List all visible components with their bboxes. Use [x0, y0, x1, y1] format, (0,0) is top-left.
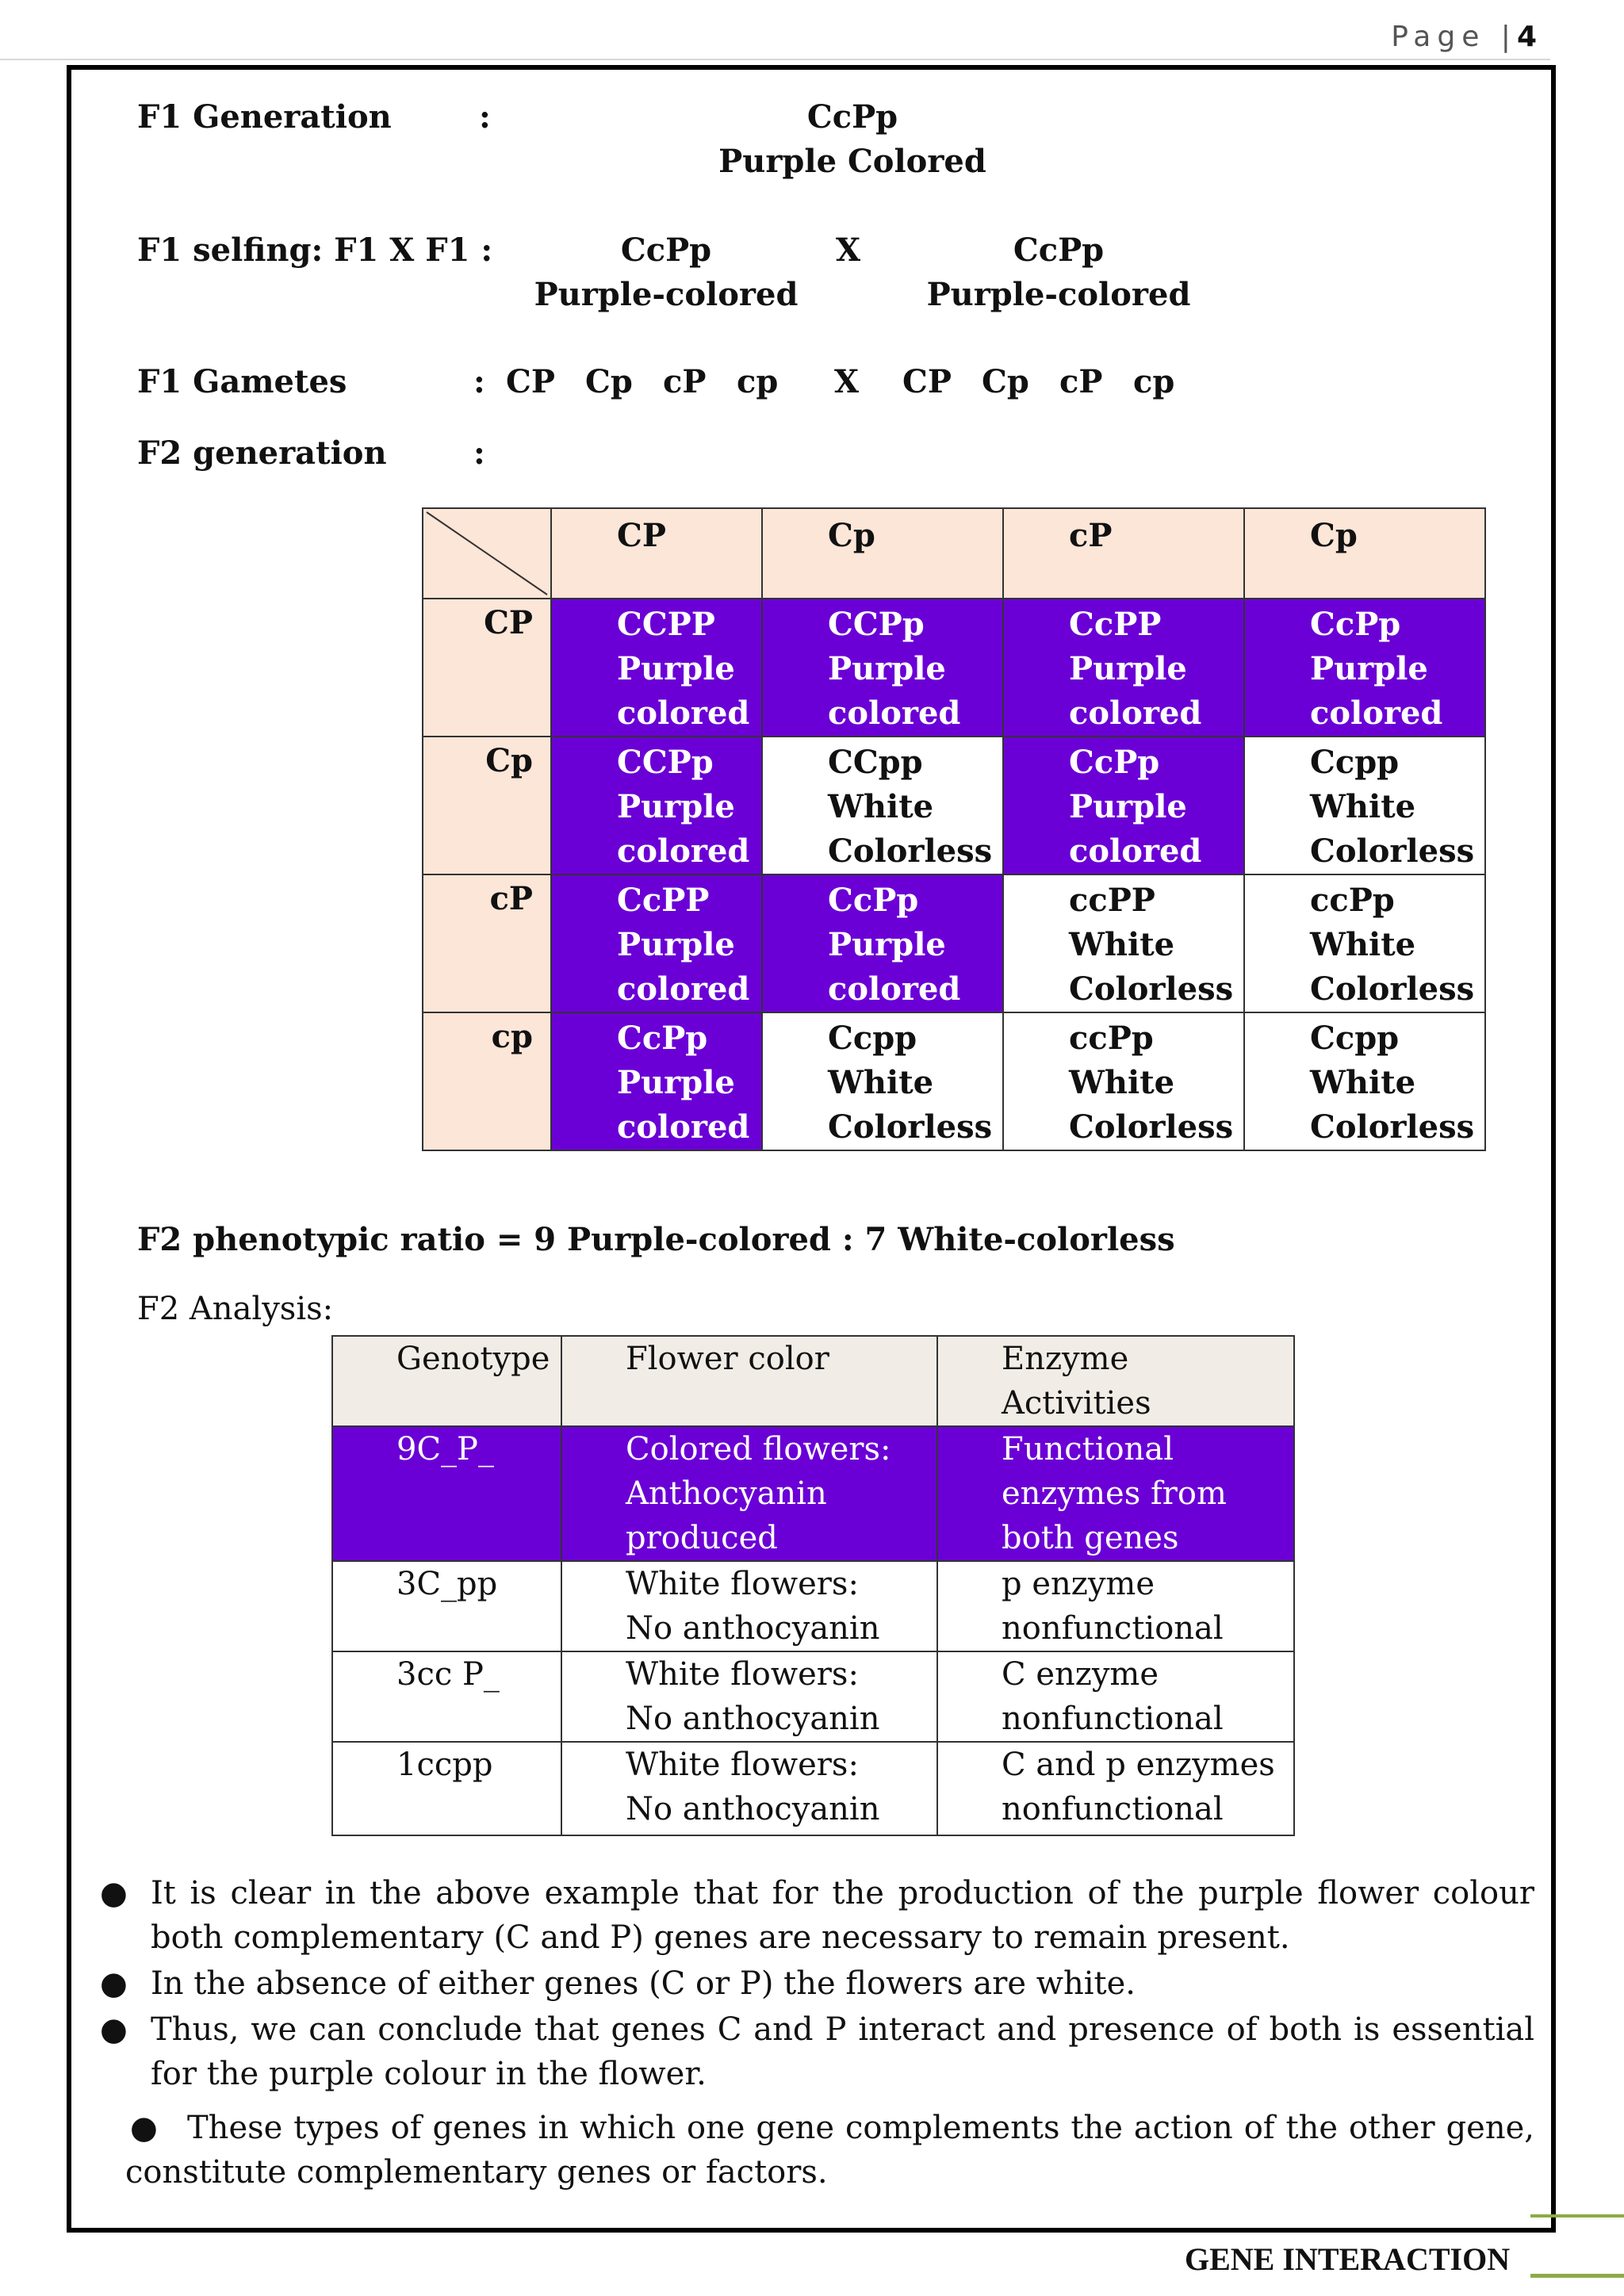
analysis-enzyme [937, 1742, 1294, 1835]
punnett-row-header: CP [423, 599, 551, 737]
analysis-flower-color [561, 1651, 937, 1742]
punnett-cell-line2: Purple [617, 650, 735, 687]
gamete-left-2: Cp [585, 363, 633, 400]
punnett-cell-line2: Purple [1069, 650, 1187, 687]
analysis-row [332, 1561, 1294, 1651]
punnett-cell [762, 599, 1003, 737]
punnett-cell-genotype: CcPp [828, 882, 919, 919]
punnett-cell [1244, 1012, 1485, 1150]
analysis-flower-color-line: No anthocyanin [626, 1610, 880, 1647]
bullet-icon: ● [130, 2110, 158, 2146]
analysis-enzyme-line: p enzyme [1002, 1566, 1155, 1602]
analysis-flower-color [561, 1742, 937, 1835]
analysis-header-flower-color: Flower color [561, 1336, 937, 1426]
gamete-left-4: cp [737, 363, 779, 400]
analysis-enzyme-line: C and p enzymes [1002, 1747, 1275, 1783]
diagonal-line-icon [423, 509, 550, 598]
punnett-col-header: cP [1003, 508, 1244, 599]
f1-gametes-colon: : [473, 363, 485, 400]
f2-analysis-title: F2 Analysis: [137, 1291, 334, 1327]
analysis-header-enzyme-line: Activities [1002, 1385, 1151, 1422]
punnett-cell-line2: Purple [617, 926, 735, 963]
bullet-icon: ● [100, 1965, 128, 2002]
bullet-text: In the absence of either genes (C or P) the flowers are white. [151, 1965, 1136, 2002]
parent1-genotype: CcPp [620, 232, 712, 269]
punnett-row-header: cp [423, 1012, 551, 1150]
punnett-cell-line2: White [828, 1064, 934, 1101]
analysis-header-row [332, 1336, 1294, 1426]
punnett-cell-line2: White [1069, 1064, 1175, 1101]
punnett-cell-line3: Colorless [1310, 970, 1475, 1008]
analysis-genotype: 3cc P_ [332, 1651, 561, 1742]
analysis-header-enzyme [937, 1336, 1294, 1426]
f1-phenotype: Purple Colored [718, 143, 986, 180]
analysis-enzyme-line: enzymes from [1002, 1475, 1227, 1512]
punnett-col-header: Cp [1244, 508, 1485, 599]
punnett-col-header: CP [551, 508, 762, 599]
analysis-enzyme-line: nonfunctional [1002, 1791, 1224, 1827]
bullet-item [95, 1961, 1534, 2006]
punnett-cell-line3: colored [617, 832, 750, 870]
punnett-cell-line3: Colorless [1310, 1108, 1475, 1146]
punnett-cell-genotype: Ccpp [1310, 1020, 1400, 1057]
analysis-row [332, 1742, 1294, 1835]
punnett-cell [1244, 737, 1485, 874]
gamete-right-1: CP [902, 363, 952, 400]
punnett-cell-genotype: CCPP [617, 606, 715, 643]
punnett-cell-line3: colored [617, 970, 750, 1008]
f1-gametes-label: F1 Gametes [137, 363, 347, 400]
punnett-cell-line3: colored [828, 970, 961, 1008]
punnett-cell-line2: Purple [617, 788, 735, 825]
punnett-header-row [423, 508, 1485, 599]
punnett-cell-line3: Colorless [1069, 970, 1234, 1008]
punnett-cell-line3: colored [828, 695, 961, 732]
punnett-square [422, 507, 1486, 1151]
bullet-item [95, 2007, 1534, 2096]
punnett-cell-line3: Colorless [828, 832, 993, 870]
f1-generation-label: F1 Generation [137, 98, 392, 136]
analysis-header-genotype: Genotype [332, 1336, 561, 1426]
punnett-cell-line3: colored [617, 1108, 750, 1146]
punnett-row [423, 737, 1485, 874]
punnett-cell [551, 737, 762, 874]
analysis-enzyme [937, 1651, 1294, 1742]
parent2-phenotype: Purple-colored [926, 276, 1191, 313]
punnett-row-header: Cp [423, 737, 551, 874]
analysis-enzyme [937, 1426, 1294, 1561]
bullet-item [95, 1871, 1534, 1960]
analysis-flower-color-line: Colored flowers: [626, 1431, 891, 1468]
punnett-cell [1003, 874, 1244, 1012]
punnett-cell-line3: Colorless [1069, 1108, 1234, 1146]
punnett-cell-genotype: Ccpp [828, 1020, 917, 1057]
analysis-flower-color-line: Anthocyanin [626, 1475, 827, 1512]
analysis-genotype: 1ccpp [332, 1742, 561, 1835]
punnett-cell-genotype: ccPp [1310, 882, 1395, 919]
punnett-cell-genotype: CcPp [617, 1020, 708, 1057]
analysis-flower-color-line: White flowers: [626, 1566, 859, 1602]
punnett-cell-genotype: CcPp [1069, 744, 1160, 781]
bullet-text: Thus, we can conclude that genes C and P interact and presence of both is essential for the purple colour in the flower. [151, 2011, 1534, 2092]
gamete-right-2: Cp [982, 363, 1029, 400]
bullet-icon: ● [100, 2011, 128, 2048]
punnett-cell-genotype: CcPp [1310, 606, 1401, 643]
punnett-corner [423, 508, 551, 599]
punnett-cell-line3: Colorless [828, 1108, 993, 1146]
punnett-cell-line2: Purple [617, 1064, 735, 1101]
punnett-cell-genotype: CcPP [617, 882, 710, 919]
punnett-cell-line2: White [1310, 788, 1416, 825]
f2-phenotypic-ratio: F2 phenotypic ratio = 9 Purple-colored : 7 White-colorless [137, 1221, 1175, 1258]
punnett-cell [1244, 599, 1485, 737]
punnett-cell [551, 874, 762, 1012]
punnett-row [423, 874, 1485, 1012]
f1-selfing-label: F1 selfing: F1 X F1 : [137, 232, 493, 269]
f2-analysis-table [331, 1335, 1295, 1836]
punnett-cell [1003, 1012, 1244, 1150]
punnett-cell-line2: Purple [828, 650, 946, 687]
punnett-col-header: Cp [762, 508, 1003, 599]
punnett-cell-line3: colored [1069, 695, 1202, 732]
analysis-flower-color-line: White flowers: [626, 1747, 859, 1783]
analysis-flower-color-line: produced [626, 1520, 778, 1556]
bullet-item-last [125, 2106, 1534, 2195]
punnett-cell-genotype: ccPp [1069, 1020, 1154, 1057]
analysis-enzyme [937, 1561, 1294, 1651]
punnett-cell [762, 1012, 1003, 1150]
analysis-flower-color [561, 1561, 937, 1651]
punnett-cell-genotype: CCPp [828, 606, 925, 643]
footer-rule-top [1530, 2214, 1624, 2218]
punnett-cell-genotype: CCPp [617, 744, 714, 781]
punnett-cell-genotype: Ccpp [1310, 744, 1400, 781]
parent2-genotype: CcPp [1013, 232, 1105, 269]
f2-generation-colon: : [473, 434, 485, 472]
analysis-enzyme-line: C enzyme [1002, 1656, 1159, 1693]
punnett-cell [551, 1012, 762, 1150]
analysis-enzyme-line: nonfunctional [1002, 1610, 1224, 1647]
analysis-enzyme-line: Functional [1002, 1431, 1174, 1468]
header-rule [0, 59, 1550, 60]
punnett-cell-line3: colored [1069, 832, 1202, 870]
punnett-cell [1244, 874, 1485, 1012]
gamete-left-1: CP [506, 363, 555, 400]
analysis-enzyme-line: nonfunctional [1002, 1701, 1224, 1737]
footer-title: GENE INTERACTION [1185, 2241, 1511, 2277]
punnett-cell-line3: colored [1310, 695, 1443, 732]
punnett-cell-line2: White [1310, 1064, 1416, 1101]
punnett-cell-line2: Purple [828, 926, 946, 963]
page-number: Page |4 [1391, 21, 1537, 53]
punnett-cell [762, 737, 1003, 874]
analysis-row [332, 1426, 1294, 1561]
punnett-cell-line2: Purple [1069, 788, 1187, 825]
analysis-genotype: 9C_P_ [332, 1426, 561, 1561]
analysis-flower-color-line: No anthocyanin [626, 1791, 880, 1827]
punnett-row-header: cP [423, 874, 551, 1012]
punnett-cell [762, 874, 1003, 1012]
cross-symbol: X [836, 232, 861, 269]
gametes-cross-symbol: X [834, 363, 860, 400]
punnett-cell-line3: colored [617, 695, 750, 732]
bullet-text: These types of genes in which one gene complements the action of the other gene, constitute complementary genes or factors. [125, 2110, 1534, 2191]
analysis-flower-color [561, 1426, 937, 1561]
bullet-text: It is clear in the above example that for the production of the purple flower colour both complementary (C and P) genes are necessary to remain present. [151, 1875, 1534, 1956]
punnett-cell-genotype: ccPP [1069, 882, 1155, 919]
punnett-cell [1003, 737, 1244, 874]
gamete-left-3: cP [663, 363, 707, 400]
analysis-header-enzyme-line: Enzyme [1002, 1341, 1129, 1377]
f1-genotype: CcPp [806, 98, 898, 136]
punnett-cell [1003, 599, 1244, 737]
punnett-row [423, 1012, 1485, 1150]
punnett-cell [551, 599, 762, 737]
punnett-row [423, 599, 1485, 737]
bullet-list [95, 1871, 1534, 2096]
gamete-right-3: cP [1059, 363, 1103, 400]
analysis-flower-color-line: No anthocyanin [626, 1701, 880, 1737]
punnett-cell-line2: White [1310, 926, 1416, 963]
punnett-cell-line3: Colorless [1310, 832, 1475, 870]
punnett-cell-line2: Purple [1310, 650, 1428, 687]
parent1-phenotype: Purple-colored [534, 276, 799, 313]
punnett-cell-line2: White [1069, 926, 1175, 963]
bullet-icon: ● [100, 1875, 128, 1911]
footer-rule-bottom [1530, 2274, 1624, 2278]
analysis-row [332, 1651, 1294, 1742]
gamete-right-4: cp [1133, 363, 1175, 400]
punnett-cell-line2: White [828, 788, 934, 825]
punnett-cell-genotype: CcPP [1069, 606, 1162, 643]
analysis-enzyme-line: both genes [1002, 1520, 1179, 1556]
f2-generation-label: F2 generation [137, 434, 387, 472]
punnett-cell-genotype: CCpp [828, 744, 923, 781]
analysis-genotype: 3C_pp [332, 1561, 561, 1651]
analysis-flower-color-line: White flowers: [626, 1656, 859, 1693]
f1-generation-colon: : [479, 98, 491, 136]
